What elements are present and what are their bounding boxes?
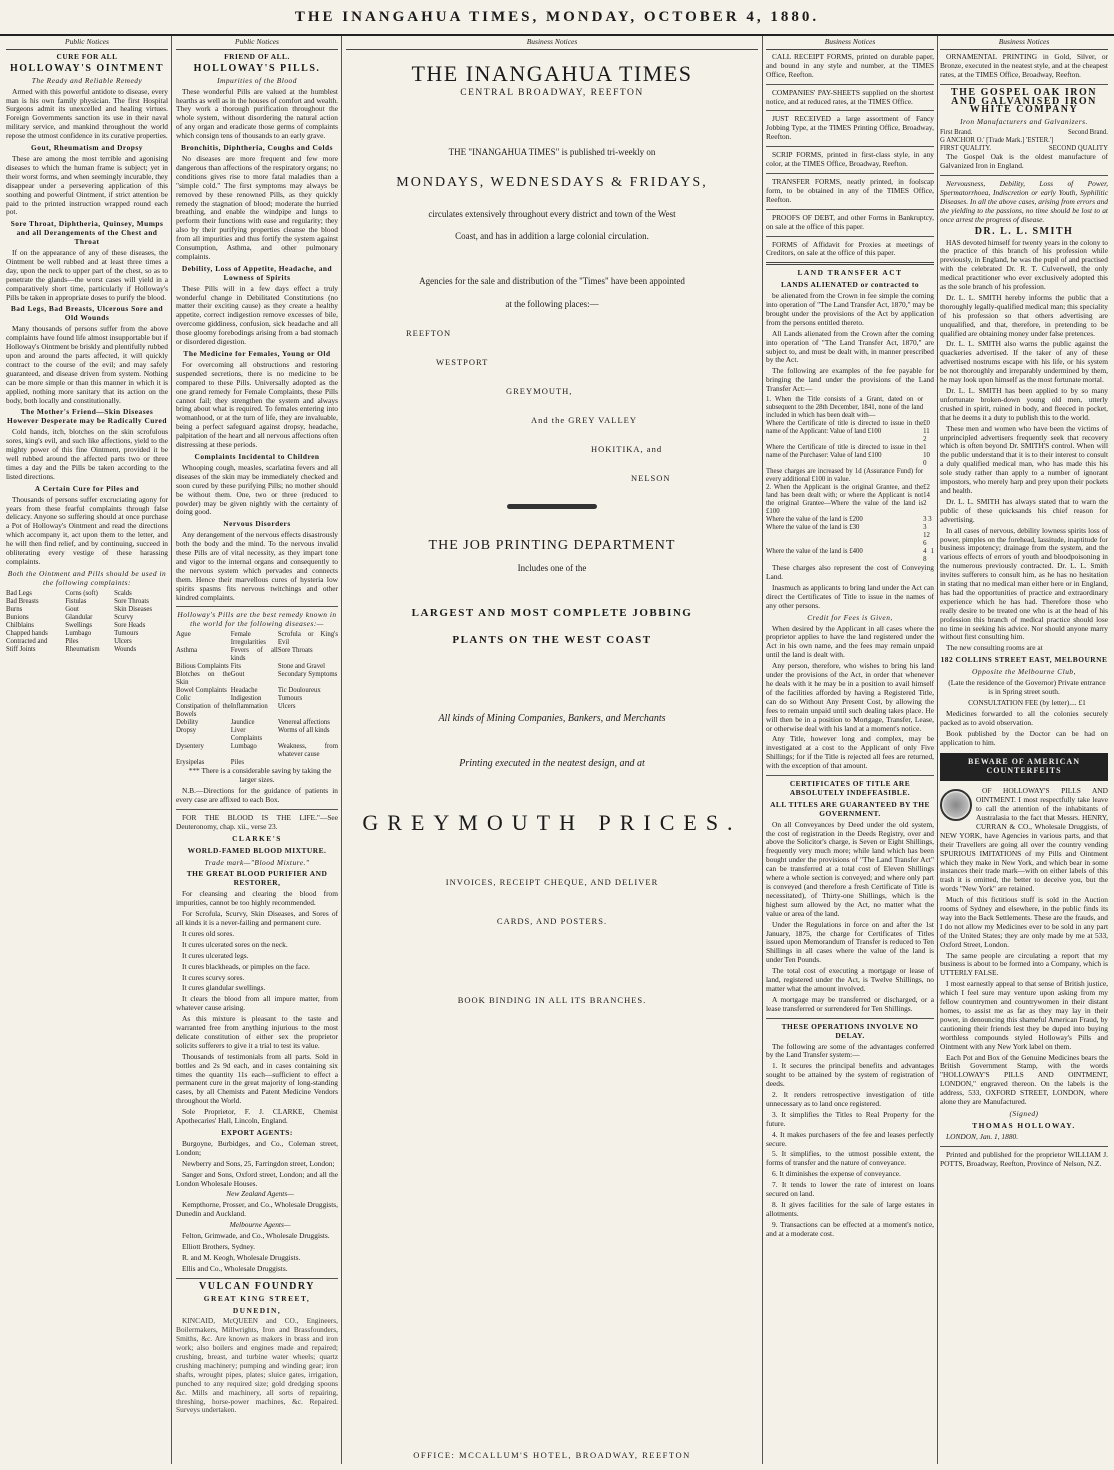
paragraph: These are among the most terrible and agonising diseases to which the human frame is subject; yet in their worst forms, and when seemingly incurable, they disappear under a persevering application of this soothing and powerful Ointment, if strict attention be paid to the printed instruction wrapped round each pot. (6, 153, 168, 217)
ad-subtitle: The Ready and Reliable Remedy (31, 75, 143, 85)
paragraph: As this mixture is pleasant to the taste and warranted free from anything injurious to the most delicate constitution of either sex the proprietor solicits sufferers to give it a trial to test its value. (176, 1014, 338, 1050)
table-row: Debility Jaundice Venereal affections (176, 719, 330, 727)
paragraph: If on the appearance of any of these diseases, the Ointment be well rubbed and at least three times a day, upon the neck to upper part of the chest, so as to penetrate the glands—the worst cases will yield in a comparatively short time, particularly if Holloway's Pills be taken in appropriate doses to purify the blood. (6, 248, 168, 302)
printer-imprint: Printed and published for the proprietor WILLIAM J. POTTS, Broadway, Reefton, Province of Nelson, N.Z. (940, 1149, 1108, 1168)
paragraph: On all Conveyances by Deed under the old system, the cost of registration in the Deeds Registry, over and above the Solicitor's charge, is Seven or Eight Shillings, frequently very much more; while land which has been bought under the provisions of "The Land Transfer Act" can be transferred at a total cost of Eleven Shillings where a whole section is conveyed; and where only part is conveyed (and therefore a fresh Certificate of Title is necessitated), of Thirty-one Shillings, which is the highest sum allowed by the Act, no matter what the value or area of the land. (766, 819, 934, 918)
brand-table (940, 129, 1108, 153)
column-holloway-ointment (6, 38, 168, 1464)
place-item: REEFTON (406, 328, 452, 339)
paragraph: These Pills will in a few days effect a truly wonderful change in Debilitated Constitutions (no matter their exciting cause) as they create a healthy appetite, correct indigestion remove excesses of bile, overcome giddiness, confusion, sick headache and all those gloomy forebodings arising from a bad stomach or disordered digestion. (176, 283, 338, 347)
table-row: Chapped hands Lumbago Tumours (6, 629, 139, 637)
list-item: It cures old sores. (182, 928, 235, 938)
counterfeit-banner: BEWARE OF AMERICAN COUNTERFEITS (940, 753, 1108, 781)
section-heading: Complaints Incidental to Children (194, 451, 320, 461)
paragraph: The Gospel Oak is the oldest manufacture of Galvanized Iron in England. (940, 152, 1108, 171)
paragraph: The new consulting rooms are at (946, 643, 1043, 653)
column-heading: Public Notices (176, 38, 338, 50)
paragraph: (Late the residence of the Governor) Private entrance is in Spring street south. (948, 678, 1106, 696)
ad-title: WORLD-FAMED BLOOD MIXTURE. (187, 845, 327, 855)
ad-subtitle: Iron Manufacturers and Galvanizers. (960, 117, 1088, 127)
paragraph: Under the Regulations in force on and after the 1st January, 1875, the charge for Certificates of Titles issued upon Memorandum of Transfer is reduced to Ten Shillings in all cases where the value of the land is under Ten Pounds. (766, 919, 934, 965)
masthead: THE INANGAHUA TIMES, MONDAY, OCTOBER 4, 1880. (0, 0, 1114, 36)
section-heading: LAND TRANSFER ACT (797, 268, 903, 278)
list-item: Burgoyne, Burbidges, and Co., Coleman street, London; (176, 1138, 338, 1157)
section-heading: Bronchitis, Diphtheria, Coughs and Colds (180, 143, 334, 153)
paragraph: These wonderful Pills are valued at the humblest hearths as well as in the houses of comfort and wealth. They work a thorough purification throughout the whole system, without disordering the natural action of any organ and eradicate those germs of complaints which consign tens of thousands to an early grave. (176, 86, 338, 141)
office-address: OFFICE: MCCALLUM'S HOTEL, BROADWAY, REEFTON (413, 1450, 691, 1461)
column-rule (341, 36, 342, 1464)
column-business-notices (940, 38, 1108, 1464)
notice-line: Agencies for the sale and distribution of the "Times" have been appointed (419, 276, 685, 287)
section-heading: Debility, Loss of Appetite, Headache, and Lowness of Spirits (181, 263, 333, 282)
section-heading: Impurities of the Blood (217, 75, 297, 85)
divider (766, 775, 934, 776)
table-row: Bunions Glandular Scurvy (6, 613, 134, 621)
section-heading: Nervous Disorders (223, 519, 291, 529)
paragraph: Dr. L. L. SMITH has always stated that to warn the public of these quicksands his chief reason for advertising. (940, 496, 1108, 524)
ad-title: HOLLOWAY'S PILLS. (193, 62, 321, 74)
list-item: R. and M. Keogh, Wholesale Druggists. (182, 1252, 301, 1262)
list-item: 5. It simplifies, to the utmost possible extent, the forms of transfer and the nature of conveyance. (766, 1149, 934, 1168)
paragraph: Much of this fictitious stuff is sold in the Auction rooms of Sydney and elsewhere, in the public finds its way into the Back Settlements. These are the frauds, and I do not allow my Medicines ever to be sold in any part of the United States; they are only made by me at 533, Oxford Street, London. (940, 895, 1108, 949)
paragraph: Thousands of persons suffer excruciating agony for years from these fearful complaints through false delicacy. Anyone so suffering should at once purchase a Pot of Holloway's Ointment and read the directions which accompany it, act upon them to the letter, and he will then find relief, and by continuing, succeed in obliterating every vestige of these harassing complaints. (6, 494, 168, 566)
table-row: Ague Female Irregularities Scrofula or King's Evil (176, 631, 338, 647)
ad-subtitle: Trade mark—"Blood Mixture." (204, 857, 310, 867)
list-item: It cures ulcerated legs. (182, 950, 249, 960)
small-ad: PROOFS OF DEBT, and other Forms in Bankruptcy, on sale at the office of this paper. (766, 212, 934, 231)
note: N.B.—Directions for the guidance of patients in every case are affixed to each Box. (176, 786, 338, 804)
notice-line: BOOK BINDING IN ALL ITS BRANCHES. (457, 994, 647, 1005)
table-row: Blotches on the Skin Gout Secondary Symptoms (176, 671, 338, 687)
royal-seal-icon (940, 789, 972, 821)
table-row: Bowel Complaints Headache Tic Douloureux (176, 687, 321, 695)
column-rule (171, 36, 172, 1464)
column-land-transfer (766, 38, 934, 1464)
small-ad: CALL RECEIPT FORMS, printed on durable paper, and bound in any style and number, at the TIMES Office, Reefton. (766, 51, 934, 79)
section-heading: PLANTS ON THE WEST COAST (452, 634, 652, 647)
list-item: 9. Transactions can be effected at a moment's notice, and at a moderate cost. (766, 1219, 934, 1238)
small-ad: JUST RECEIVED a large assortment of Fancy Jobbing Type, at the TIMES Printing Office, Broadway, Reefton. (766, 114, 934, 142)
list-item: Kempthorne, Prosser, and Co., Wholesale Druggists, Dunedin and Auckland. (176, 1200, 338, 1219)
column-rule (762, 36, 763, 1464)
place-item: HOKITIKA, and (591, 443, 663, 454)
divider (766, 110, 934, 111)
ad-kicker: CURE FOR ALL (56, 51, 118, 61)
notice-line: Includes one of the (517, 563, 587, 574)
paragraph: No diseases are more frequent and few more dangerous than affections of the respiratory organs; no conditions gives rise to more fatal maladies than a "simple cold." The first symptoms may always be removed by these renowned Pills, as they quickly remedy the stagnation of blood; moderate the hurried breathing, and enable the windpipe and lungs to perform their functions with ease and regularity; they also by their purifying properties cleanse the blood from all impurities and thus fortify the system against Consumption, Asthma, and other pulmonary complaints. (176, 153, 338, 261)
table-row: 2. When the Applicant is the original Grantee, and the land has been dealt with; or where the Applicant is not the original Grantee—Where the value of the land is £100 £2 14 2 (766, 484, 930, 516)
note: *** There is a considerable saving by taking the larger sizes. (188, 766, 332, 785)
table-row: Colic Indigestion Tumours (176, 695, 303, 703)
small-ad: COMPANIES' PAY-SHEETS supplied on the shortest notice, and at reduced rates, at the TIMES Office. (766, 87, 934, 106)
column-rule (937, 36, 938, 1464)
paragraph: The following are some of the advantages conferred by the Land Transfer system:— (766, 1041, 934, 1060)
subtitle: CENTRAL BROADWAY, REEFTON (460, 87, 644, 98)
notice-line: CARDS, AND POSTERS. (496, 915, 608, 926)
list-item: 6. It diminishes the expense of conveyance. (772, 1169, 901, 1179)
column-heading: Business Notices (346, 38, 758, 50)
list-item: It cures scurvy sores. (182, 972, 245, 982)
divider (766, 236, 934, 237)
table-row: Where the Certificate of title is directed to issue in the name of the Applicant: Value of land £100 £0 11 2 (766, 420, 930, 444)
paragraph: Medicines forwarded to all the colonies securely packed as to avoid observation. (940, 708, 1108, 727)
section-heading: LARGEST AND MOST COMPLETE JOBBING (411, 607, 693, 620)
notice-line: INVOICES, RECEIPT CHEQUE, AND DELIVER (445, 876, 659, 887)
table-row: Dysentery Lumbago Weakness, from whatever cause (176, 743, 338, 759)
paragraph: A mortgage may be transferred or discharged, or a lease transferred or surrendered for Ten Shillings. (766, 994, 934, 1013)
table-row: G ANCHOR O.' [Trade Mark.] 'ESTER.'] (940, 137, 1054, 145)
section-heading: Both the Ointment and Pills should be used in the following complaints: (7, 568, 167, 587)
ornament-rule (346, 503, 758, 512)
place-item: NELSON (631, 472, 671, 483)
prices-heading: GREYMOUTH PRICES. (362, 809, 742, 835)
list-item: Melbourne Agents— (229, 1220, 291, 1230)
fee-line: CONSULTATION FEE (by letter).... £1 (968, 697, 1086, 707)
ad-title: THE GREAT BLOOD PURIFIER AND RESTORER, (186, 869, 328, 888)
divider (940, 1146, 1108, 1147)
paragraph: Any derangement of the nervous effects disastrously both the body and the mind. To the nervous invalid these Pills are of vital necessity, as they impart tone and vigor to the internal organs and consequently to the nervous system which pervades and connects them. Hence their marvellous cures of hysteria low spirits spasms fits nervous twitchings and other kindred complaints. (176, 530, 338, 602)
section-heading: The Medicine for Females, Young or Old (183, 349, 331, 358)
paragraph: Cold hands, itch, blotches on the skin scrofulous sores, king's evil, and such like affections, yield to the mighty power of this fine Ointment, provided it be well rubbed around the affected parts two or three times a day and the Pills be taken according to the listed directions. (6, 427, 168, 481)
list-item: 3. It simplifies the Titles to Real Property for the future. (766, 1109, 934, 1128)
paragraph: For cleansing and clearing the blood from impurities, cannot be too highly recommended. (176, 889, 338, 908)
place-item: And the GREY VALLEY (531, 414, 637, 425)
notice-line: Printing executed in the neatest design, and at (459, 758, 645, 770)
paragraph: Any person, therefore, who wishes to bring his land under the provisions of the Act, in order that whenever he deals with it he may be in a position to avail himself of the facilities afforded by having a Registered Title, can do so Without Any Present Cost, by allowing the fees to remain unpaid until such dealing takes place. He will then be in a position to Mortgage, Transfer, Lease, or otherwise deal with his land at a moment's notice. (766, 661, 934, 733)
list-item: 2. It renders retrospective investigation of title unnecessary as to land once registered. (766, 1090, 934, 1108)
table-row: These charges are increased by 1d (Assurance Fund) for every additional £100 in value. (766, 468, 924, 484)
signature-name: THOMAS HOLLOWAY. (972, 1120, 1076, 1130)
paragraph: OF HOLLOWAY'S PILLS AND OINTMENT. I most respectfully take leave to call the attention of the inhabitants of Australasia to the fact that Messrs. HENRY, CURRAN & CO., Wholesale Druggists, of NEW YORK, have Agencies in various parts, and that their Travellers are going all over the country vending SPURIOUS IMITATIONS of my Pills and Ointment which they make in New York, and which bear in some instances their trade mark—with on either labels of this trash it is omitted, the better to deceive you, but the words "New York" are retained. (940, 786, 1108, 894)
ad-title: CLARKE'S (232, 833, 282, 843)
list-item: It cures ulcerated sores on the neck. (182, 939, 288, 949)
table-row: Dropsy Liver Complaints Worms of all kinds (176, 727, 330, 743)
ad-intro: FOR THE BLOOD IS THE LIFE."—See Deuteronomy, chap. xii., verse 23. (176, 812, 338, 831)
table-row: Bilious Complaints Fits Stone and Gravel (176, 663, 325, 671)
notice-line: THE "INANGAHUA TIMES" is published tri-weekly on (448, 146, 656, 157)
fee-table (766, 396, 934, 564)
section-heading: THESE OPERATIONS INVOLVE NO DELAY. (781, 1021, 919, 1040)
list-item: Newberry and Sons, 25, Farringdon street, London; (182, 1158, 335, 1168)
signature-label: (Signed) (1009, 1108, 1039, 1118)
divider (766, 84, 934, 85)
list-item: Elliott Brothers, Sydney. (182, 1241, 256, 1251)
section-heading: A Certain Cure for Piles and (34, 483, 140, 493)
paragraph: Book published by the Doctor can be had on application to him. (940, 728, 1108, 747)
notice-line: at the following places:— (505, 299, 599, 310)
table-row: Burns Gout Skin Diseases (6, 605, 153, 613)
table-row: Where the Certificate of title is directed to issue in the name of the Purchaser: Value of land £100 1 10 0 (766, 444, 930, 468)
table-row: FIRST QUALITY. SECOND QUALITY (940, 145, 1108, 153)
paragraph: The same people are circulating a report that my business is about to be formed into a Company, which is UTTERLY FALSE. (940, 950, 1108, 978)
paragraph: In all cases of nervous, debility lowness spirits loss of power, pimples on the forehead, lassitude, inaptitude for business impotency; drainage from the system, and the various effects of errors of youth and bloodpoisoning in the numerous previously contracted. Dr. L. L. Smith invites sufferers to consult him, as he has no hesitation in stating that no medical man either here or in England, has had the opportunities of practice and extraordinary experience which he has had. Therefore those who really desire to be treated one who is at the head of his profession this branch of medical practice should lose no time in seeking his advice. Nor should anyone marry without first consulting him. (940, 525, 1108, 642)
small-ad: TRANSFER FORMS, neatly printed, in foolscap form, to be obtained in any of the TIMES Office, Reefton. (766, 176, 934, 204)
section-heading: Bad Legs, Bad Breasts, Ulcerous Sore and Old Wounds (10, 304, 164, 323)
ad-title: VULCAN FOUNDRY (199, 1280, 315, 1292)
paragraph: Many thousands of persons suffer from the above complaints have found life almost insupportable but if Holloway's Ointment be briskly and plentifully rubbed upon and around the parts affected, it will quickly contract to the course of the evil; and may safely guaranteed, and disease driven from system. Nothing can be more simple or than this manner in which it is applied, nothing more sanitary that its action on the body, both locally and constitutionally. (6, 324, 168, 405)
table-row: Chilblains Swellings Sore Heads (6, 621, 146, 629)
ad-title: THE GOSPEL OAK IRON AND GALVANISED IRON WHITE COMPANY (950, 86, 1098, 116)
divider (176, 606, 338, 607)
column-holloway-pills (176, 38, 338, 1464)
paragraph: Dr. L. L. SMITH also warns the public against the quackeries advertised. If the taker of any of these advertised nostrums escape with his life, or his system be not thoroughly and irreparably undermined by them, he may look upon himself as the most fortunate mortal. (940, 339, 1108, 385)
section-heading: THE JOB PRINTING DEPARTMENT (428, 537, 676, 553)
paragraph: These men and women who have been the victims of unprincipled advertisers frequently seek that recovery which is often beyond Dr. SMITH'S control. When will the public understand that it is to their interest to consult a duly qualified medical man, who has made this his sole study rather than apply to a number of ignorant impostors, who merely harp and prey upon their pockets and health. (940, 423, 1108, 495)
address: 182 COLLINS STREET EAST, MELBOURNE (940, 655, 1108, 665)
small-ad: SCRIP FORMS, printed in first-class style, in any color, at the TIMES Office, Broadway, Reefton. (766, 150, 934, 169)
column-heading: Business Notices (940, 38, 1108, 50)
section-heading: LANDS ALIENATED or contracted to (780, 280, 920, 290)
notice-line: circulates extensively throughout every district and town of the West (428, 208, 676, 219)
table-row: 1. When the Title consists of a Grant, dated on or subsequent to the 28th December, 1841, none of the land included in which has been dealt with— (766, 396, 924, 420)
ad-subtitle: DUNEDIN, (232, 1305, 282, 1315)
divider (766, 262, 934, 265)
divider (766, 1018, 934, 1019)
section-heading: ALL TITLES ARE GUARANTEED BY THE GOVERNMENT. (770, 799, 930, 818)
ad-subtitle: GREAT KING STREET, (203, 1293, 311, 1303)
place-item: WESTPORT (436, 357, 489, 368)
table-row: Where the value of the land is £200 3 3 (766, 516, 932, 524)
table-row: Bad Legs Corns (soft) Scalds (6, 589, 132, 597)
list-item: It cures glandular swellings. (182, 983, 266, 993)
table-row: Erysipelas Piles (176, 759, 244, 767)
section-heading: EXPORT AGENTS: (221, 1128, 293, 1137)
page-title: THE INANGAHUA TIMES (411, 60, 693, 86)
table-row: Stiff Joints Rheumatism Wounds (6, 645, 137, 653)
small-ad: FORMS of Affidavit for Proxies at meetings of Creditors, on sale at the office of this paper. (766, 239, 934, 258)
paragraph: Sole Proprietor, F. J. CLARKE, Chemist Apothecaries' Hall, Lincoln, England. (176, 1107, 338, 1126)
list-item: 4. It makes purchasers of the fee and leases perfectly secure. (766, 1129, 934, 1148)
divider (766, 146, 934, 147)
section-heading: Gout, Rheumatism and Dropsy (31, 143, 143, 153)
paragraph: All Lands alienated from the Crown after the coming into operation of "The Land Transfer Act, 1870," are subject to, and must be dealt with, in manner prescribed by the Act. (766, 328, 934, 365)
column-heading: Business Notices (766, 38, 934, 50)
divider (176, 1278, 338, 1279)
list-item: 8. It gives facilities for the sale of large estates in allotments. (766, 1200, 934, 1218)
table-row: Where the value of the land is £400 4 1 8 (766, 548, 934, 564)
list-item: Sanger and Sons, Oxford street, London; and all the London Wholesale Houses. (176, 1169, 338, 1188)
paragraph: The total cost of executing a mortgage or lease of land, registered under the Act, is Twelve Shillings, no matter what the amount involved. (766, 966, 934, 993)
paragraph: Nervousness, Debility, Loss of Power, Spermatorrhoea, Indiscretion or early Youth, Syphilitic Diseases. In all the above cases, arising from errors and the yielding to the passions, no time should be lost to at once arrest the progress of disease. (940, 179, 1108, 224)
column-heading: Public Notices (6, 38, 168, 50)
divider (176, 809, 338, 810)
column-times-notice (346, 38, 758, 1464)
diseases-table (176, 631, 338, 767)
complaints-table (6, 590, 168, 654)
paragraph: These charges also represent the cost of Conveying Land. (766, 563, 934, 581)
divider (766, 173, 934, 174)
list-item: Felton, Grimwade, and Co., Wholesale Druggists. (182, 1231, 330, 1241)
table-row: Constipation of the Bowels Inflammation Ulcers (176, 703, 296, 719)
paragraph: Each Pot and Box of the Genuine Medicines bears the British Government Stamp, with the words "HOLLOWAY'S PILLS AND OINTMENT, LONDON," engraved thereon. On the labels is the address, 533, OXFORD STREET, LONDON, where alone they are Manufactured. (940, 1052, 1108, 1107)
signature-date: LONDON, Jan. 1, 1880. (946, 1131, 1019, 1141)
section-heading: CERTIFICATES OF TITLE ARE ABSOLUTELY INDEFEASIBLE. (789, 779, 911, 797)
ad-title: HOLLOWAY'S OINTMENT (10, 62, 164, 74)
paragraph: Dr. L. L. SMITH has been applied to by so many unfortunate broken-down young old men, utterly crushed in spirit, ruined in body, and fleeced in pocket, that he deems it a duty to publish this to the world. (940, 386, 1108, 422)
divider (940, 175, 1108, 176)
divider (940, 84, 1108, 85)
table-row: Asthma Fevers of all kinds Sore Throats (176, 647, 313, 663)
paragraph: Whooping cough, measles, scarlatina fevers and all diseases of the skin may be immediately checked and soon cured by these purifying Pills; no mother should be without them. One, two or three (reduced to powder) may be given nightly with the certainty of doing good. (176, 462, 338, 517)
section-heading: Credit for Fees is Given, (807, 612, 893, 622)
paragraph: be alienated from the Crown in fee simple the coming into operation of "The Land Transfer Act, 1870," may be brought under the provisions of the Act by application from the persons entitled thereto. (766, 291, 934, 327)
paragraph: HAS devoted himself for twenty years in the colony to the practice of this branch of his profession while previously, in England, he was the pupil of and practised with the celebrated Dr. R. T. Culverwell, the only medical practitioner who ever exclusively adopted this as the sole branch of his profession. (940, 237, 1108, 292)
paragraph: I most earnestly appeal to that sense of British justice, which I feel sure may venture upon asking from my fellow countrymen and countrywomen in their distant homes, to assist me as far as they may lay in their power, in denouncing this shameful American Fraud, by cautioning their friends lest they be duped into buying worthless compounds styled Holloway's Pills and Ointment with any New York label on them. (940, 979, 1108, 1051)
list-item: Ellis and Co., Wholesale Druggists. (182, 1263, 288, 1273)
section-heading: Holloway's Pills are the best remedy known in the world for the following diseases:— (177, 610, 337, 629)
list-item: It cures blackheads, or pimples on the face. (182, 961, 310, 971)
ad-title: DR. L. L. SMITH (974, 225, 1074, 237)
small-ad: ORNAMENTAL PRINTING in Gold, Silver, or Bronze, executed in the neatest style, and at the cheapest rates, at the TIMES Office, Broadway, Reefton. (940, 51, 1108, 79)
paragraph: Thousands of testimonials from all parts. Sold in bottles and 2s 9d each, and in cases containing six times the quantity 11s each—sufficient to effect a permanent cure in the great majority of long-standing cases, by all Chemists and Patent Medicine Vendors throughout the World. (176, 1051, 338, 1106)
notice-line: Coast, and has in addition a large colonial circulation. (455, 231, 649, 242)
list-item: New Zealand Agents— (226, 1189, 294, 1199)
table-row: Bad Breasts Fistulas Sore Throats (6, 597, 149, 605)
section-heading: The Mother's Friend—Skin Diseases However Desperate may be Radically Cured (7, 407, 167, 426)
list-item: 1. It secures the principal benefits and advantages sought to be attained by the system of registration of deeds. (766, 1061, 934, 1089)
paragraph: For Scrofula, Scurvy, Skin Diseases, and Sores of all kinds it is a never-failing and permanent cure. (176, 909, 338, 927)
place-item: GREYMOUTH, (506, 385, 573, 396)
section-heading: Sore Throat, Diphtheria, Quinsey, Mumps and all Derangements of the Chest and Throat (10, 219, 164, 247)
paragraph: The following are examples of the fee payable for bringing the land under the provisions of the Land Transfer Act:— (766, 366, 934, 394)
paragraph: Any Title, however long and complex, may be investigated at a cost to the Applicant of only Five Shillings; for if the Title is rejected all fees are returned, with the exception of that amount. (766, 734, 934, 771)
list-item: 7. It tends to lower the rate of interest on loans secured on land. (766, 1180, 934, 1199)
paragraph: When desired by the Applicant in all cases where the proprietor applies to have the land registered under the Act in his own name, and the fees may remain unpaid until the land is dealt with. (766, 623, 934, 660)
divider (766, 209, 934, 210)
paragraph: Armed with this powerful antidote to disease, every man is his own family physician. The first Hospital Surgeons admit its unexcelled and healing virtues. Foreign Governments sanction its use in their naval military service, and mankind throughout the world repose the utmost confidence in its curative properties. (6, 86, 168, 141)
table-row: Contracted and Piles Ulcers (6, 637, 132, 645)
paragraph: KINCAID, McQUEEN and CO., Engineers, Boilermakers, Millwrights, Iron and Brassfounders, Smiths, &c. Are known as makers in brass and iron work; also boilers and engines made and repaired; crushing, breast, and turbine water wheels; quartz crushing machinery; pumping and winding gear; iron shafts, wrought pipes, plates; sluice gates, irrigation, punched to any required size; gold dredging spoons &c. Mills and machinery, all sorts of repairing, threshing, horse-power machines, &c. Repaired. Surveys undertaken. (176, 1316, 338, 1415)
table-row: First Brand. Second Brand. (940, 129, 1108, 137)
address-note: Opposite the Melbourne Club, (972, 667, 1076, 677)
list-item: It clears the blood from all impure matter, from whatever cause arising. (176, 994, 338, 1013)
paragraph: Inasmuch as applicants to bring land under the Act can direct the Certificates of Title to issue in the names of any other persons. (766, 582, 934, 610)
paragraph: For overcoming all obstructions and restoring suspended secretions, there is no medicine to be compared to these Pills. Universally adopted as the one grand remedy for Female Complaints, these Pills cannot fail; they strengthen the system and always bring about what is required. To females entering into womanhood, or at the turn of life, they are invaluable, being a perfect safeguard against dropsy, headache, palpitation of the heart and all nervous affections often distressing at these periods. (176, 359, 338, 450)
paragraph: Dr. L. L. SMITH hereby informs the public that a thoroughly legally-qualified medical man; this speciality of his profession so that others advertising are unqualified, and that, therefore, in pretending to be qualified are obtaining money under false pretences. (940, 292, 1108, 338)
ad-kicker: FRIEND OF ALL. (224, 51, 290, 61)
notice-days: MONDAYS, WEDNESDAYS & FRIDAYS, (396, 174, 708, 190)
notice-line: All kinds of Mining Companies, Bankers, and Merchants (438, 713, 666, 725)
table-row: Where the value of the land is £30 3 12 6 (766, 524, 930, 548)
